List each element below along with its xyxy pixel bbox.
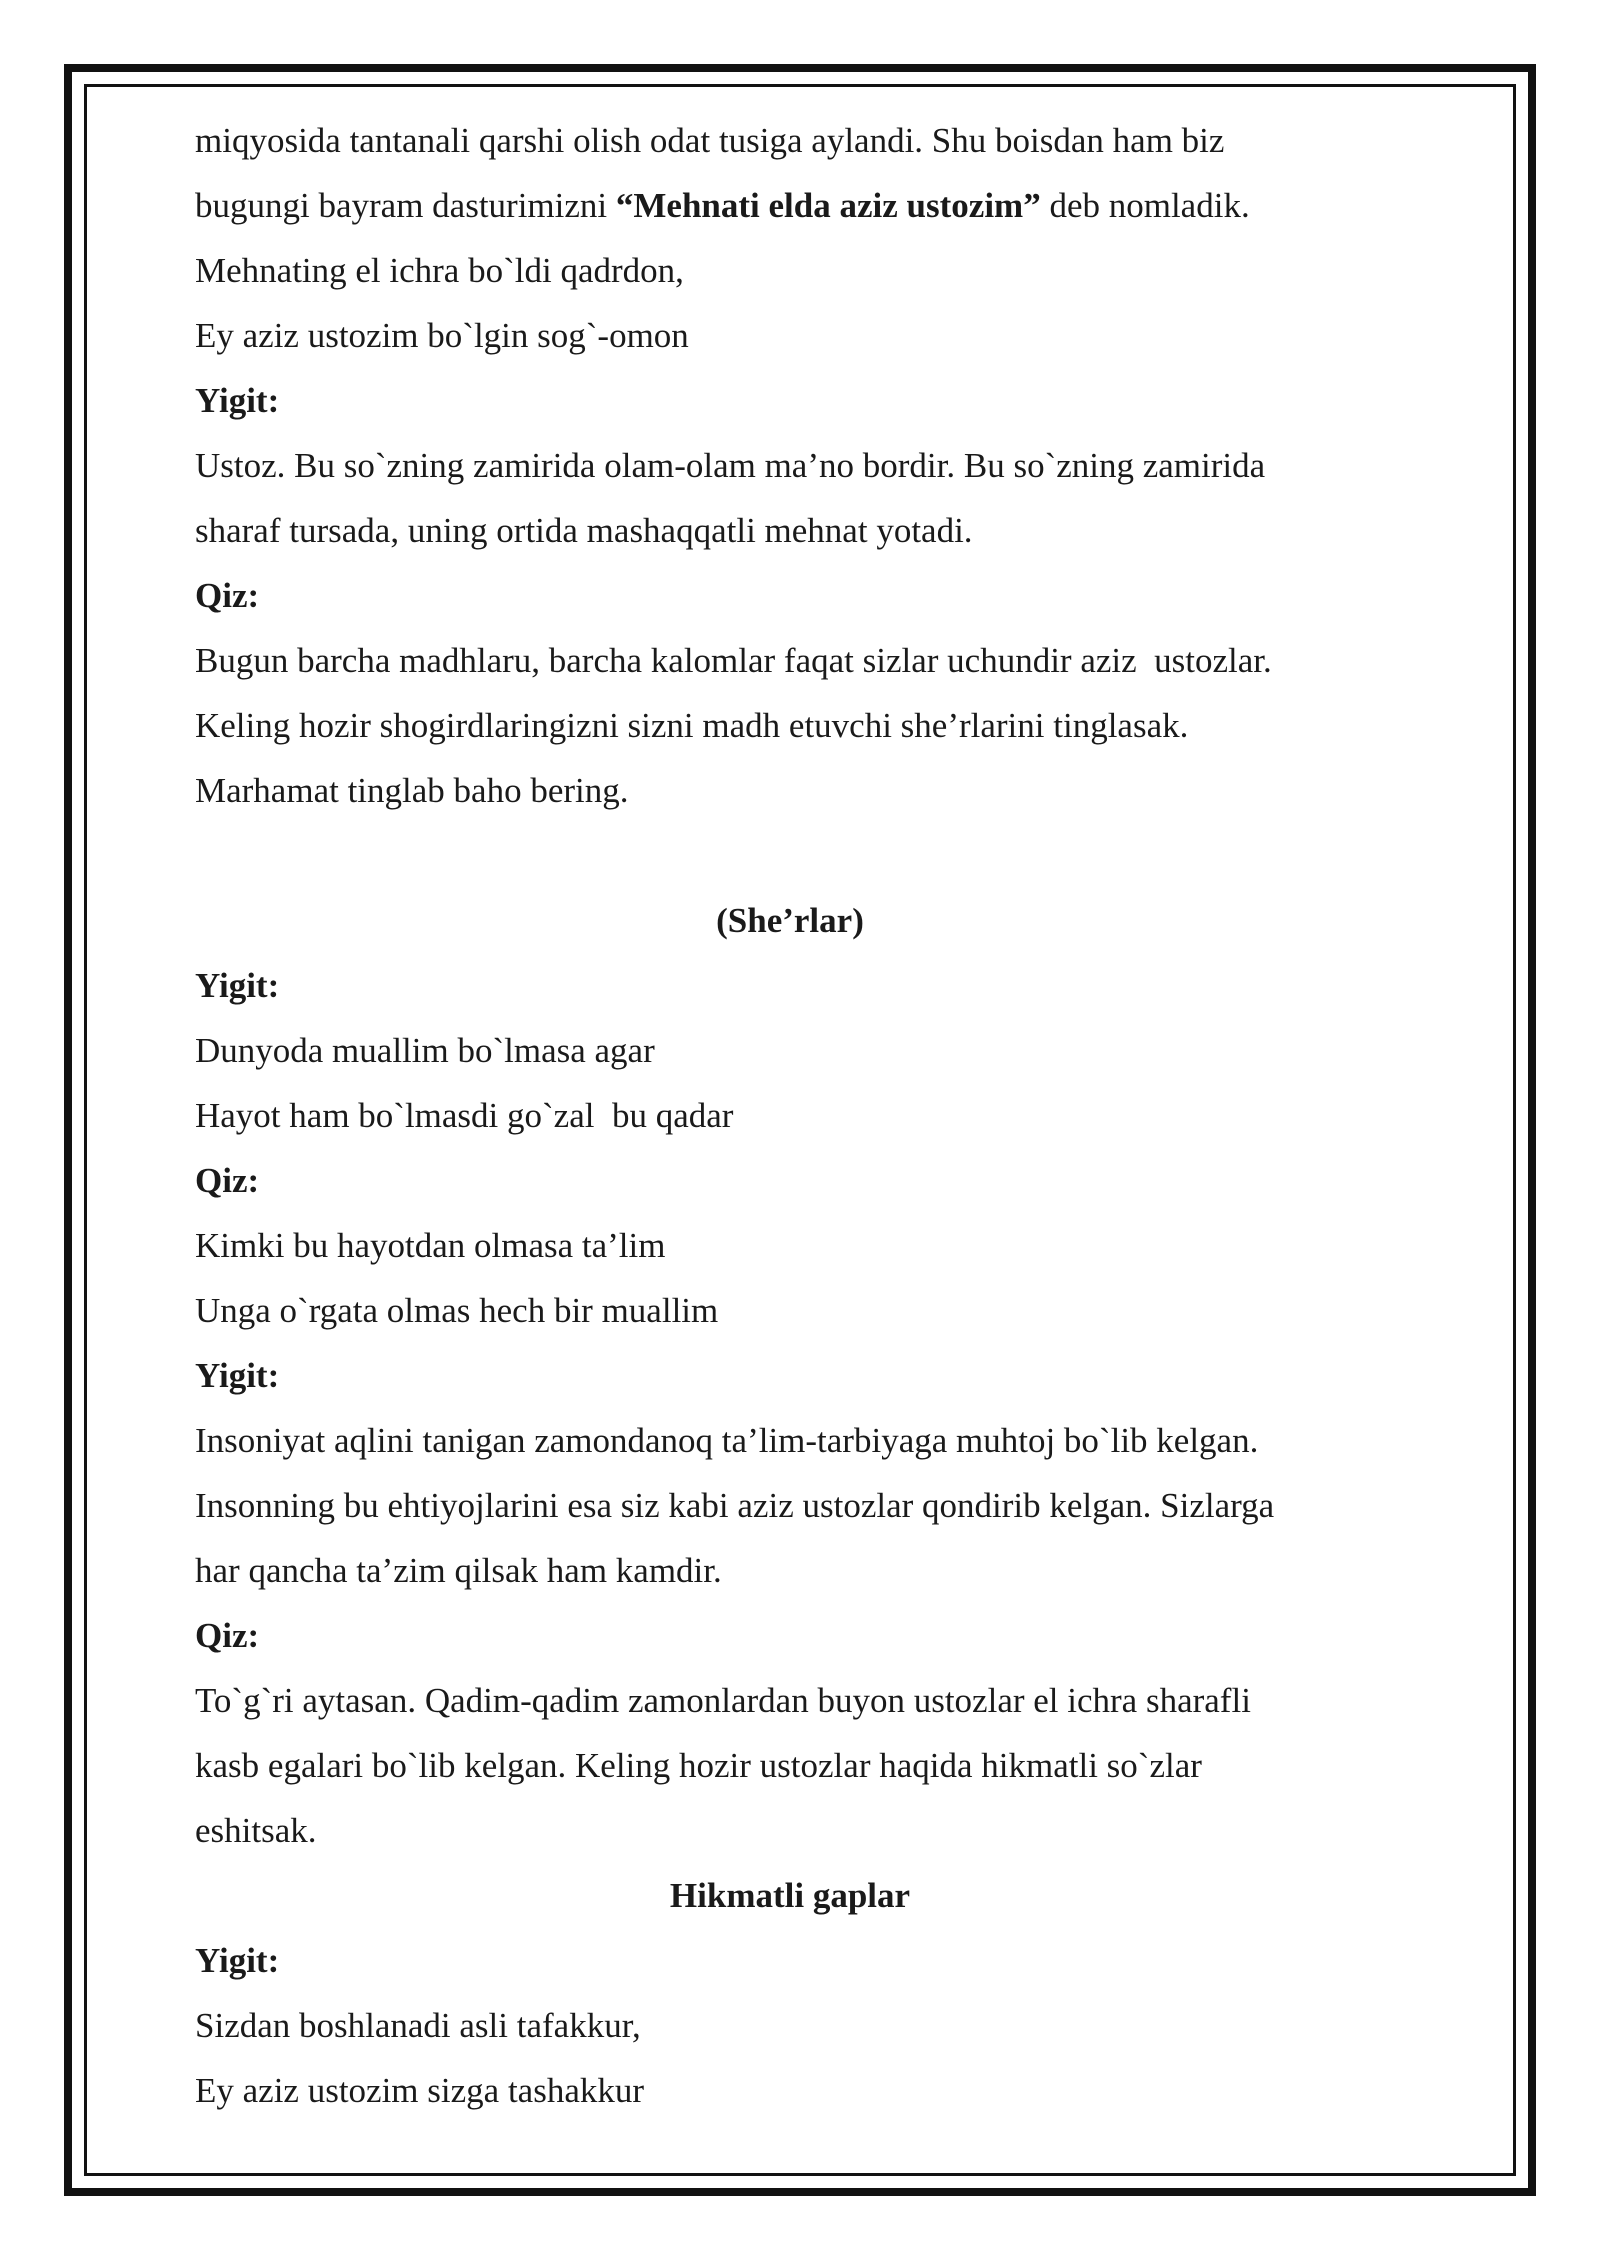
section-heading: (She’rlar) bbox=[716, 901, 864, 940]
text-line: Marhamat tinglab baho bering. bbox=[195, 771, 629, 810]
speaker-label: Qiz: bbox=[195, 1616, 260, 1655]
text-run: deb nomladik. bbox=[1040, 186, 1250, 225]
text-line: kasb egalari bo`lib kelgan. Keling hozir ustozlar haqida hikmatli so`zlar bbox=[195, 1746, 1202, 1785]
poem-line: Sizdan boshlanadi asli tafakkur, bbox=[195, 2006, 641, 2045]
speaker-label: Yigit: bbox=[195, 1941, 280, 1980]
poem-line: Ey aziz ustozim bo`lgin sog`-omon bbox=[195, 316, 689, 355]
text-line bbox=[195, 173, 1385, 238]
text-line: Insonning bu ehtiyojlarini esa siz kabi aziz ustozlar qondirib kelgan. Sizlarga bbox=[195, 1486, 1275, 1525]
text-line: miqyosida tantanali qarshi olish odat tusiga aylandi. Shu boisdan ham biz bbox=[195, 121, 1225, 160]
text-run: bugungi bayram dasturimizni bbox=[195, 186, 616, 225]
text-line: Keling hozir shogirdlaringizni sizni madh etuvchi she’rlarini tinglasak. bbox=[195, 706, 1189, 745]
poem-line: Ey aziz ustozim sizga tashakkur bbox=[195, 2071, 645, 2110]
speaker-label: Qiz: bbox=[195, 576, 260, 615]
section-heading: Hikmatli gaplar bbox=[669, 1876, 911, 1915]
speaker-label: Yigit: bbox=[195, 1356, 280, 1395]
text-line: sharaf tursada, uning ortida mashaqqatli mehnat yotadi. bbox=[195, 511, 973, 550]
text-line: Ustoz. Bu so`zning zamirida olam-olam ma’no bordir. Bu so`zning zamirida bbox=[195, 446, 1266, 485]
poem-line: Dunyoda muallim bo`lmasa agar bbox=[195, 1031, 655, 1070]
text-line: Bugun barcha madhlaru, barcha kalomlar faqat sizlar uchundir aziz ustozlar. bbox=[195, 641, 1272, 680]
poem-line: Hayot ham bo`lmasdi go`zal bu qadar bbox=[195, 1096, 734, 1135]
document-body bbox=[195, 108, 1385, 2123]
speaker-label: Qiz: bbox=[195, 1161, 260, 1200]
program-title: “Mehnati elda aziz ustozim” bbox=[615, 186, 1041, 225]
blank-line bbox=[195, 823, 1385, 888]
text-line: eshitsak. bbox=[195, 1811, 317, 1850]
text-line: To`g`ri aytasan. Qadim-qadim zamonlardan buyon ustozlar el ichra sharafli bbox=[195, 1681, 1251, 1720]
poem-line: Mehnating el ichra bo`ldi qadrdon, bbox=[195, 251, 684, 290]
speaker-label: Yigit: bbox=[195, 381, 280, 420]
text-line: Insoniyat aqlini tanigan zamondanoq ta’lim-tarbiyaga muhtoj bo`lib kelgan. bbox=[195, 1421, 1259, 1460]
speaker-label: Yigit: bbox=[195, 966, 280, 1005]
poem-line: Kimki bu hayotdan olmasa ta’lim bbox=[195, 1226, 666, 1265]
poem-line: Unga o`rgata olmas hech bir muallim bbox=[195, 1291, 719, 1330]
text-line: har qancha ta’zim qilsak ham kamdir. bbox=[195, 1551, 722, 1590]
